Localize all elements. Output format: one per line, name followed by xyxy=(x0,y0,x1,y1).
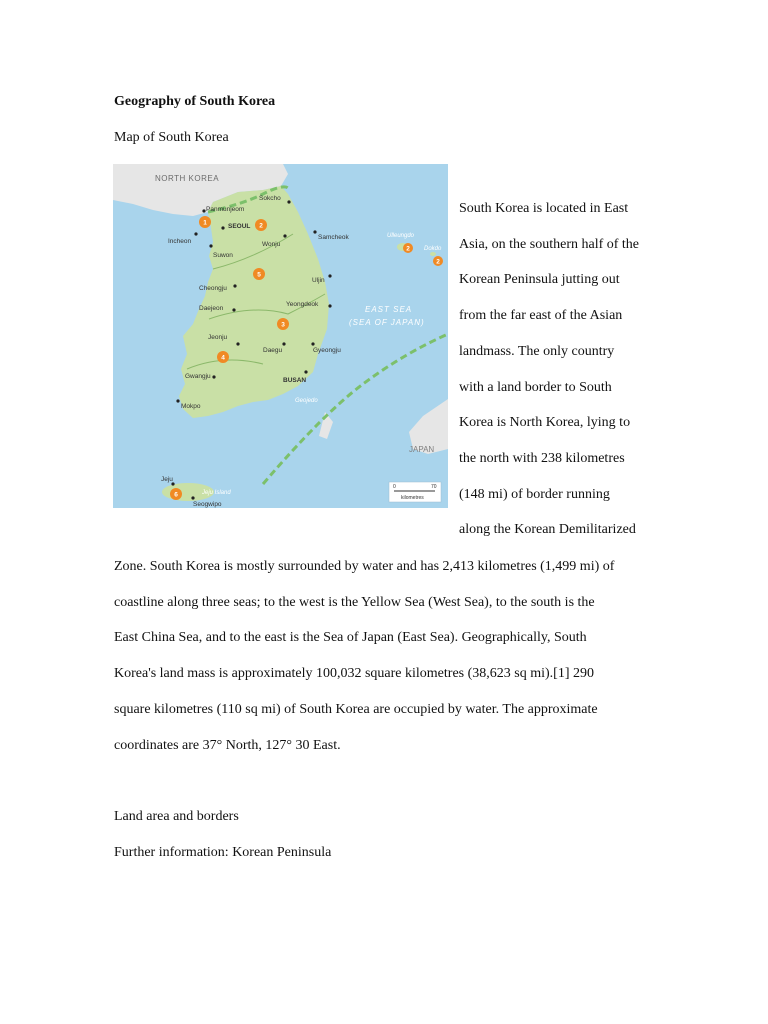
city-label-daejeon: Daejeon xyxy=(199,305,224,312)
north-korea-label: NORTH KOREA xyxy=(155,174,220,183)
text-line: along the Korean Demilitarized xyxy=(459,522,636,538)
text-line: Korea is North Korea, lying to xyxy=(459,415,631,431)
text-line: with a land border to South xyxy=(459,379,612,395)
city-label-jeju: Jeju xyxy=(161,476,173,483)
city-dot-seoul xyxy=(221,226,224,229)
city-label-seogwipo: Seogwipo xyxy=(193,501,222,508)
city-dot-mokpo xyxy=(176,399,179,402)
text-line: Asia, on the southern half of the xyxy=(459,236,640,252)
city-label-daegu: Daegu xyxy=(263,347,283,354)
city-label-panmunjeom: Panmunjeom xyxy=(206,206,245,213)
text-line: South Korea is located in East xyxy=(459,201,629,216)
city-dot-daegu xyxy=(282,342,285,345)
city-dot-incheon xyxy=(194,232,197,235)
city-dot-jeonju xyxy=(236,342,239,345)
city-dot-busan xyxy=(304,370,307,373)
scale-start: 0 xyxy=(393,484,396,490)
dokdo-land xyxy=(430,252,436,256)
text-line: Korea's land mass is approximately 100,032 square kilometres (38,623 sq mi).[1] 290 xyxy=(114,666,594,682)
city-dot-gyeongju xyxy=(311,342,314,345)
map-marker-label: 2 xyxy=(259,222,263,230)
scale-unit: kilometres xyxy=(401,495,424,501)
map-marker-label: 2 xyxy=(406,245,410,253)
south-korea-map xyxy=(113,164,448,508)
map-marker-label: 5 xyxy=(257,271,261,279)
text-line: Zone. South Korea is mostly surrounded by water and has 2,413 kilometres (1,499 mi) of xyxy=(114,559,615,574)
city-label-incheon: Incheon xyxy=(168,238,192,245)
text-line: the north with 238 kilometres xyxy=(459,450,625,466)
city-dot-cheongju xyxy=(233,284,236,287)
city-dot-yeongdeok xyxy=(328,304,331,307)
geojedo-label: Geojedo xyxy=(295,398,318,404)
city-label-seoul: SEOUL xyxy=(228,223,251,230)
side-paragraph xyxy=(459,191,679,548)
city-dot-gwangju xyxy=(212,375,215,378)
further-information: Further information: Korean Peninsula xyxy=(114,845,332,860)
text-line: (148 mi) of border running xyxy=(459,486,610,502)
city-dot-suwon xyxy=(209,244,212,247)
text-line: East China Sea, and to the east is the Sea of Japan (East Sea). Geographically, South xyxy=(114,630,587,646)
city-dot-daejeon xyxy=(232,308,235,311)
city-label-uljin: Uljin xyxy=(312,277,325,284)
section-heading: Land area and borders xyxy=(114,809,239,824)
sea-of-japan-label: (SEA OF JAPAN) xyxy=(349,318,425,327)
city-label-yeongdeok: Yeongdeok xyxy=(286,301,319,308)
east-sea-label: EAST SEA xyxy=(365,305,413,314)
city-dot-sokcho xyxy=(287,200,290,203)
map-scale-bar xyxy=(389,482,441,502)
map-marker-label: 1 xyxy=(203,219,207,227)
city-label-mokpo: Mokpo xyxy=(181,403,201,410)
city-dot-wonju xyxy=(283,234,286,237)
text-line: Korean Peninsula jutting out xyxy=(459,272,620,288)
map-marker-label: 6 xyxy=(174,491,178,499)
city-dot-uljin xyxy=(328,274,331,277)
text-line: landmass. The only country xyxy=(459,343,615,359)
city-label-gwangju: Gwangju xyxy=(185,373,211,380)
map-caption: Map of South Korea xyxy=(114,130,229,145)
ulleungdo-label: Ulleungdo xyxy=(387,233,415,239)
jeju-island-label: Jeju Island xyxy=(202,490,231,496)
city-label-wonju: Wonju xyxy=(262,241,281,248)
city-label-cheongju: Cheongju xyxy=(199,285,227,292)
map-marker-label: 3 xyxy=(281,321,285,329)
text-line: coastline along three seas; to the west is the Yellow Sea (West Sea), to the south is the xyxy=(114,594,595,610)
city-label-samcheok: Samcheok xyxy=(318,234,349,241)
page-title: Geography of South Korea xyxy=(114,94,276,109)
city-label-suwon: Suwon xyxy=(213,252,233,259)
text-line: square kilometres (110 sq mi) of South Korea are occupied by water. The approximate xyxy=(114,701,598,717)
body-paragraph xyxy=(114,549,674,763)
japan-label: JAPAN xyxy=(409,445,435,454)
map-marker-label: 4 xyxy=(221,354,225,362)
city-label-busan: BUSAN xyxy=(283,377,307,384)
text-line: from the far east of the Asian xyxy=(459,308,623,324)
text-line: coordinates are 37° North, 127° 30 East. xyxy=(114,737,341,753)
city-label-sokcho: Sokcho xyxy=(259,195,281,202)
dokdo-label: Dokdo xyxy=(424,246,442,252)
city-label-gyeongju: Gyeongju xyxy=(313,347,341,354)
city-dot-samcheok xyxy=(313,230,316,233)
scale-end: 70 xyxy=(431,484,437,490)
city-label-jeonju: Jeonju xyxy=(208,334,228,341)
city-dot-seogwipo xyxy=(191,496,194,499)
map-marker-label: 2 xyxy=(436,258,440,266)
